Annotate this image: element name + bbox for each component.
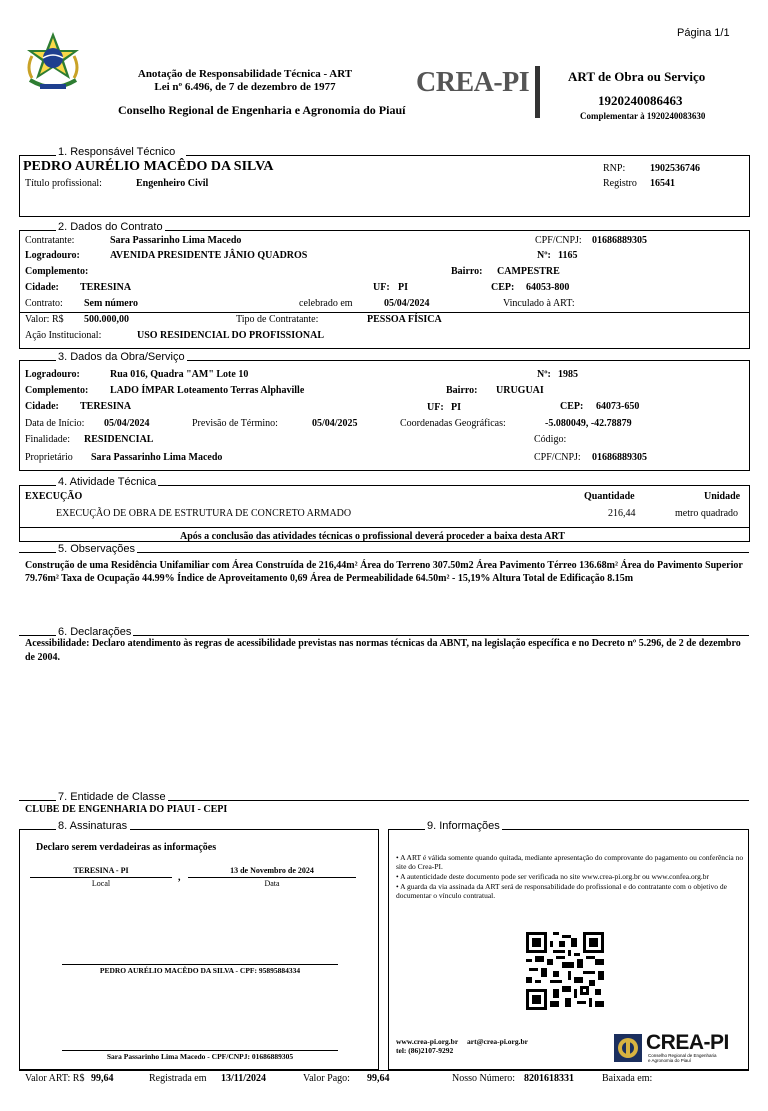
crea-logo-text: CREA-PI xyxy=(646,1031,729,1054)
law-reference: Lei nº 6.496, de 7 de dezembro de 1977 xyxy=(154,81,336,93)
finalidade-value: RESIDENCIAL xyxy=(84,434,154,445)
section-8-title: 8. Assinaturas xyxy=(58,820,128,832)
section-1-topline-right xyxy=(186,155,749,156)
entidade-value: CLUBE DE ENGENHARIA DO PIAUI - CEPI xyxy=(25,804,228,815)
section-5-topline-left xyxy=(19,552,56,553)
section-2-topline-left xyxy=(19,230,56,231)
signature-comma: , xyxy=(178,872,181,883)
obra-bairro-label: Bairro: xyxy=(446,385,478,396)
acao-label: Ação Institucional: xyxy=(25,330,102,341)
rnp-label: RNP: xyxy=(603,163,626,174)
titulo-value: Engenheiro Civil xyxy=(136,178,209,189)
section-4-topline-left xyxy=(19,485,56,486)
obra-complemento-label: Complemento: xyxy=(25,385,89,396)
uf-value: PI xyxy=(398,282,408,293)
footer-valor-value: 99,64 xyxy=(91,1073,114,1084)
section-3-topline-left xyxy=(19,360,56,361)
registro-label: Registro xyxy=(603,178,637,189)
crea-logo-sub1: Conselho Regional de Engenharia xyxy=(648,1053,717,1058)
cep-label: CEP: xyxy=(491,282,515,293)
obra-numero-label: Nº: xyxy=(537,369,551,380)
section-3-title: 3. Dados da Obra/Serviço xyxy=(58,351,185,363)
footer-registrada-value: 13/11/2024 xyxy=(221,1073,267,1084)
section-7-title: 7. Entidade de Classe xyxy=(58,791,166,803)
footer-pago-label: Valor Pago: xyxy=(303,1073,350,1084)
rnp-value: 1902536746 xyxy=(650,163,700,174)
data-label: Data xyxy=(264,879,280,888)
section-4-title: 4. Atividade Técnica xyxy=(58,476,157,488)
coordenadas-value: -5.080049, -42.78879 xyxy=(545,418,632,429)
section-6-title: 6. Declarações xyxy=(58,626,132,638)
info-item: • A autenticidade deste documento pode ser verificada no site www.crea-pi.org.br ou www.confea.org.br xyxy=(396,872,709,881)
section-9-title: 9. Informações xyxy=(427,820,500,832)
law-title: Anotação de Responsabilidade Técnica - ART xyxy=(137,68,353,80)
atividade-quantidade: 216,44 xyxy=(608,508,636,519)
section-7-topline-right xyxy=(164,800,749,801)
obra-logradouro-value: Rua 016, Quadra "AM" Lote 10 xyxy=(110,369,249,380)
observacoes-text: Construção de uma Residência Unifamiliar com Área Construída de 216,44m² Área do Terreno 307.50m2 Área Pavimento Térreo 136.68m² Área do Pavimento Superior 79.76m² Taxa de Ocupação 44.99% Índice de Aproveitamento 0,69 Área de Permeabilidade 64.50m² - 15,19% Altura Total de Edificação 8.15m xyxy=(25,560,743,584)
page-number: Página 1/1 xyxy=(677,27,730,39)
site-link[interactable]: www.crea-pi.org.br xyxy=(396,1037,459,1046)
declaro-text: Declaro serem verdadeiras as informações xyxy=(36,842,217,853)
footer-baixada-label: Baixada em: xyxy=(602,1073,653,1084)
obra-logradouro-label: Logradouro: xyxy=(25,369,80,380)
council-name: Conselho Regional de Engenharia e Agronomia do Piauí xyxy=(118,103,406,117)
bairro-label: Bairro: xyxy=(451,266,483,277)
obra-cep-label: CEP: xyxy=(560,401,584,412)
celebrado-value: 05/04/2024 xyxy=(384,298,430,309)
section-3-topline-right xyxy=(182,360,749,361)
footer-valor-label: Valor ART: R$ xyxy=(25,1073,85,1084)
telefone: tel: (86)2107-9292 xyxy=(396,1046,454,1055)
signature-line-contratante xyxy=(62,1050,338,1051)
local-value: TERESINA - PI xyxy=(73,866,129,875)
atividade-unidade: metro quadrado xyxy=(675,508,739,519)
contrato-label: Contrato: xyxy=(25,298,63,309)
numero-value: 1165 xyxy=(558,250,578,261)
section-7-topline-left xyxy=(19,800,56,801)
obra-numero-value: 1985 xyxy=(558,369,578,380)
titulo-label: Título profissional: xyxy=(25,178,102,189)
proprietario-value: Sara Passarinho Lima Macedo xyxy=(91,452,223,463)
professional-name: PEDRO AURÉLIO MACÊDO DA SILVA xyxy=(23,159,274,174)
inicio-value: 05/04/2024 xyxy=(104,418,150,429)
obra-bairro-value: URUGUAI xyxy=(496,385,544,396)
qr-code-icon[interactable] xyxy=(526,932,604,1010)
data-value: 13 de Novembro de 2024 xyxy=(230,866,314,875)
footer-nosso-label: Nosso Número: xyxy=(452,1073,516,1084)
section-4-divider xyxy=(19,527,749,528)
section-1-title: 1. Responsável Técnico xyxy=(58,146,176,158)
footer-registrada-label: Registrada em xyxy=(149,1073,207,1084)
bairro-value: CAMPESTRE xyxy=(497,266,560,277)
valor-label: Valor: R$ xyxy=(25,314,64,325)
termino-value: 05/04/2025 xyxy=(312,418,358,429)
section-8-topline-left xyxy=(19,829,56,830)
unidade-label: Unidade xyxy=(704,491,741,502)
tipo-contratante-value: PESSOA FÍSICA xyxy=(367,314,442,325)
finalidade-label: Finalidade: xyxy=(25,434,70,445)
footer-top-line xyxy=(19,1070,749,1071)
celebrado-label: celebrado em xyxy=(299,298,353,309)
declaracoes-text: Acessibilidade: Declaro atendimento às regras de acessibilidade previstas nas normas técnicas da ABNT, na legislação específica e no Decreto nº 5.296, de 2 de dezembro de 2004. xyxy=(25,638,741,663)
art-type: ART de Obra ou Serviço xyxy=(568,69,706,84)
obra-cidade-label: Cidade: xyxy=(25,401,59,412)
coat-of-arms-icon xyxy=(18,28,88,98)
proprietario-cpf-value: 01686889305 xyxy=(592,452,647,463)
tipo-contratante-label: Tipo de Contratante: xyxy=(236,314,319,325)
obra-cidade-value: TERESINA xyxy=(80,401,132,412)
footer-pago-value: 99,64 xyxy=(367,1073,390,1084)
logradouro-value: AVENIDA PRESIDENTE JÂNIO QUADROS xyxy=(110,250,308,261)
cep-value: 64053-800 xyxy=(526,282,570,293)
proprietario-cpf-label: CPF/CNPJ: xyxy=(534,452,581,463)
registro-value: 16541 xyxy=(650,178,675,189)
obra-cep-value: 64073-650 xyxy=(596,401,640,412)
section-5-title: 5. Observações xyxy=(58,543,136,555)
crea-header-logo: CREA-PI xyxy=(416,67,530,98)
obra-uf-label: UF: xyxy=(427,402,444,413)
crea-seal-icon xyxy=(614,1034,642,1062)
cidade-label: Cidade: xyxy=(25,282,59,293)
signature-line-professional xyxy=(62,964,338,965)
inicio-label: Data de Início: xyxy=(25,418,85,429)
local-line xyxy=(30,877,172,878)
section-9-topline-right xyxy=(497,829,748,830)
crea-logo-sub2: e Agronomia do Piauí xyxy=(648,1058,692,1063)
contratante-label: Contratante: xyxy=(25,235,75,246)
proprietario-label: Proprietário xyxy=(25,452,73,463)
info-item: • A guarda da via assinada da ART será de responsabilidade do profissional e do contratante com o objetivo de documentar o vínculo contratual. xyxy=(396,882,727,900)
section-6-topline-right xyxy=(131,635,749,636)
quantidade-label: Quantidade xyxy=(584,491,635,502)
footer-nosso-value: 8201618331 xyxy=(524,1073,574,1084)
contrato-value: Sem número xyxy=(84,298,138,309)
valor-value: 500.000,00 xyxy=(84,314,129,325)
signature-professional: PEDRO AURÉLIO MACÊDO DA SILVA - CPF: 95895884334 xyxy=(99,966,301,975)
info-item: • A ART é válida somente quando quitada, mediante apresentação do comprovante do pagamento ou conferência no site do Crea-PI. xyxy=(396,853,744,871)
data-line xyxy=(188,877,356,878)
header-divider xyxy=(535,66,540,118)
cidade-value: TERESINA xyxy=(80,282,132,293)
section-4-topline-right xyxy=(158,485,749,486)
coordenadas-label: Coordenadas Geográficas: xyxy=(400,418,506,429)
complemento-label: Complemento: xyxy=(25,266,89,277)
section-2-divider xyxy=(19,312,749,313)
email-link[interactable]: art@crea-pi.org.br xyxy=(467,1037,528,1046)
contratante-value: Sara Passarinho Lima Macedo xyxy=(110,235,242,246)
signature-contratante: Sara Passarinho Lima Macedo - CPF/CNPJ: 01686889305 xyxy=(106,1052,294,1061)
baixa-note: Após a conclusão das atividades técnicas o profissional deverá proceder a baixa desta ART xyxy=(180,531,565,542)
art-number: 1920240086463 xyxy=(598,93,683,108)
logradouro-label: Logradouro: xyxy=(25,250,80,261)
codigo-label: Código: xyxy=(534,434,567,445)
section-5-topline-right xyxy=(134,552,749,553)
art-complementar: Complementar à 1920240083630 xyxy=(580,111,706,121)
atividade-heading: EXECUÇÃO xyxy=(25,491,83,502)
contratante-cpf-label: CPF/CNPJ: xyxy=(535,235,582,246)
section-6-topline-left xyxy=(19,635,56,636)
contratante-cpf-value: 01686889305 xyxy=(592,235,647,246)
section-2-title: 2. Dados do Contrato xyxy=(58,221,163,233)
obra-uf-value: PI xyxy=(451,402,461,413)
numero-label: Nº: xyxy=(537,250,551,261)
termino-label: Previsão de Término: xyxy=(192,418,278,429)
acao-value: USO RESIDENCIAL DO PROFISSIONAL xyxy=(137,330,324,341)
local-label: Local xyxy=(91,879,111,888)
vinculado-label: Vinculado à ART: xyxy=(503,298,575,309)
section-1-topline-left xyxy=(19,155,56,156)
atividade-item: EXECUÇÃO DE OBRA DE ESTRUTURA DE CONCRETO ARMADO xyxy=(56,508,352,519)
section-9-topline-left xyxy=(388,829,425,830)
section-8-topline-right xyxy=(130,829,378,830)
uf-label: UF: xyxy=(373,282,390,293)
obra-complemento-value: LADO ÍMPAR Loteamento Terras Alphaville xyxy=(110,385,305,396)
section-2-topline-right xyxy=(160,230,749,231)
